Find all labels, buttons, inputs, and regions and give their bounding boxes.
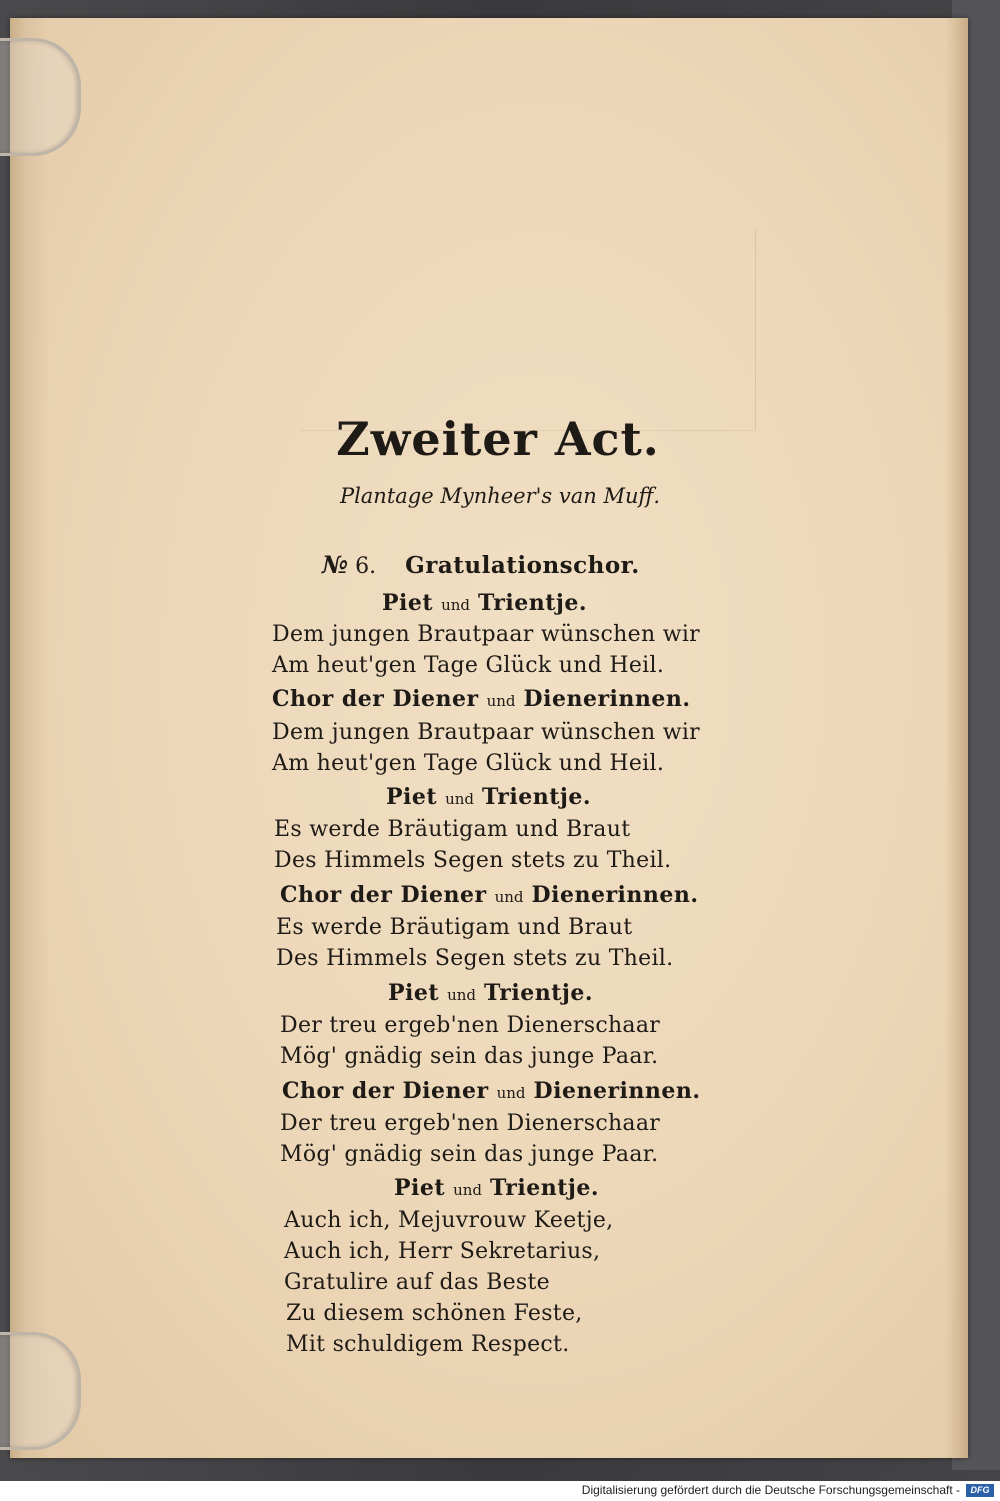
speaker-name: Dienerinnen.	[533, 1078, 701, 1104]
number-title: Gratulationschor.	[405, 552, 640, 579]
verse-line: Gratulire auf das Beste	[284, 1270, 550, 1295]
speaker-name: Trientje.	[478, 590, 587, 616]
speaker-name: Trientje.	[484, 980, 593, 1006]
verse-line: Zu diesem schönen Feste,	[286, 1301, 583, 1326]
verse-line: Dem jungen Brautpaar wünschen wir	[272, 720, 700, 745]
verse-line: Es werde Bräutigam und Braut	[276, 915, 633, 940]
verse-line: Mit schuldigem Respect.	[286, 1332, 570, 1357]
speaker-name: Chor der Diener	[272, 686, 479, 712]
dfg-logo-icon: DFG	[966, 1484, 994, 1497]
speaker-name: Trientje.	[482, 784, 591, 810]
speaker-conjunction: und	[496, 1084, 526, 1102]
speaker-heading	[386, 784, 591, 810]
speaker-conjunction: und	[445, 790, 474, 808]
numero-sign: №	[322, 550, 349, 579]
verse-line: Mög' gnädig sein das junge Paar.	[280, 1142, 659, 1167]
verse-line: Des Himmels Segen stets zu Theil.	[274, 848, 672, 873]
speaker-conjunction: und	[453, 1181, 482, 1199]
verse-line: Es werde Bräutigam und Braut	[274, 817, 631, 842]
verse-line: Des Himmels Segen stets zu Theil.	[276, 946, 674, 971]
speaker-conjunction: und	[441, 596, 470, 614]
speaker-conjunction: und	[494, 888, 524, 906]
speaker-heading	[282, 1078, 701, 1104]
verse-line: Am heut'gen Tage Glück und Heil.	[272, 751, 665, 776]
digitization-footer	[0, 1481, 1000, 1501]
speaker-name: Dienerinnen.	[531, 882, 699, 908]
verse-line: Der treu ergeb'nen Dienerschaar	[280, 1111, 661, 1136]
speaker-name: Piet	[394, 1175, 446, 1201]
speaker-heading	[280, 882, 699, 908]
speaker-name: Chor der Diener	[282, 1078, 489, 1104]
number-title-line	[322, 550, 640, 579]
speaker-name: Chor der Diener	[280, 882, 487, 908]
funding-credit: Digitalisierung gefördert durch die Deutsche Forschungsgemeinschaft -	[581, 1483, 960, 1497]
scene-setting: Plantage Mynheer's van Muff.	[339, 484, 661, 508]
verse-line: Mög' gnädig sein das junge Paar.	[280, 1044, 659, 1069]
speaker-conjunction: und	[486, 692, 516, 710]
speaker-name: Piet	[382, 590, 434, 616]
speaker-heading	[388, 980, 593, 1006]
speaker-heading	[272, 686, 691, 712]
speaker-name: Piet	[386, 784, 438, 810]
verse-line: Am heut'gen Tage Glück und Heil.	[272, 653, 665, 678]
speaker-heading	[382, 590, 587, 616]
speaker-name: Piet	[388, 980, 440, 1006]
verse-line: Auch ich, Herr Sekretarius,	[284, 1239, 601, 1264]
verse-line: Auch ich, Mejuvrouw Keetje,	[284, 1208, 614, 1233]
speaker-conjunction: und	[447, 986, 476, 1004]
act-heading: Zweiter Act.	[336, 412, 660, 466]
verse-line: Dem jungen Brautpaar wünschen wir	[272, 622, 700, 647]
speaker-name: Dienerinnen.	[523, 686, 691, 712]
number-value: 6.	[355, 554, 377, 579]
speaker-name: Trientje.	[490, 1175, 599, 1201]
speaker-heading	[394, 1175, 599, 1201]
verse-line: Der treu ergeb'nen Dienerschaar	[280, 1013, 661, 1038]
